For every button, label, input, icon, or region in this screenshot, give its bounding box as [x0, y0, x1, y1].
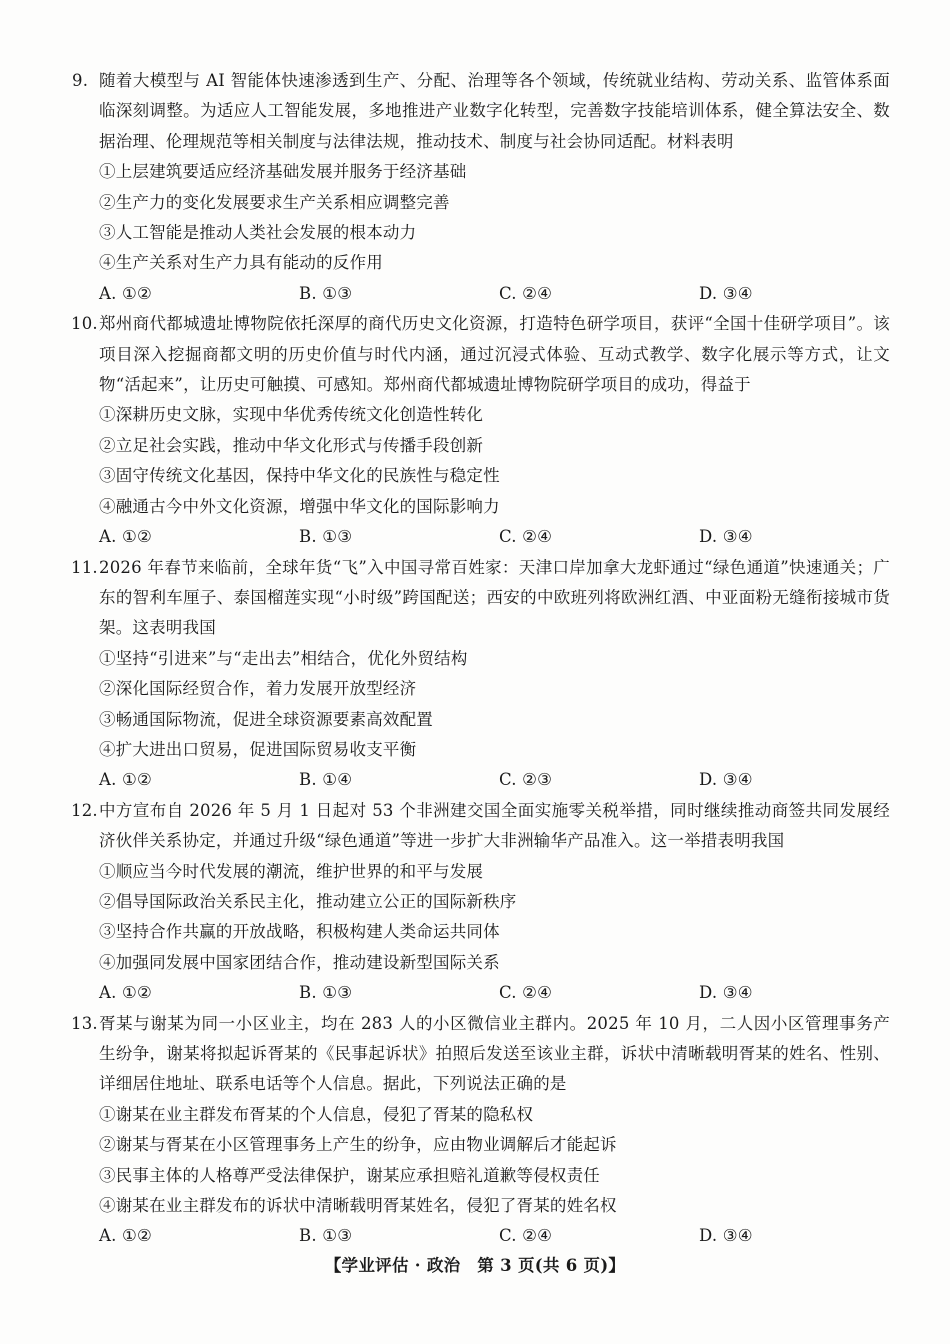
statement-item: ③坚持合作共赢的开放战略，积极构建人类命运共同体	[99, 922, 500, 942]
statement-item: ③民事主体的人格尊严受法律保护，谢某应承担赔礼道歉等侵权责任	[99, 1165, 600, 1185]
statement-item: ①谢某在业主群发布胥某的个人信息，侵犯了胥某的隐私权	[99, 1104, 534, 1124]
question-13	[72, 1009, 890, 1252]
statement-item: ②倡导国际政治关系民主化，推动建立公正的国际新秩序	[99, 891, 517, 911]
statement-item: ②谢某与胥某在小区管理事务上产生的纷争，应由物业调解后才能起诉	[99, 1135, 617, 1155]
question-12	[72, 796, 890, 1009]
statement-item: ③人工智能是推动人类社会发展的根本动力	[99, 223, 417, 243]
statement-item: ③畅通国际物流，促进全球资源要素高效配置	[99, 709, 433, 729]
question-stem-text: 中方宣布自 2026 年 5 月 1 日起对 53 个非洲建交国全面实施零关税举措，同时继续推动商签共同发展经济伙伴关系协定，并通过升级“绿色通道”等进一步扩大非洲输华产品准入。这一举措表明我国	[99, 800, 890, 851]
answer-choice-a: A. ①②	[99, 1226, 152, 1246]
statement-list	[72, 644, 890, 766]
answer-choice-b: B. ①③	[299, 527, 353, 547]
question-number: 12.	[71, 800, 98, 820]
answer-choice-c: C. ②④	[499, 983, 553, 1003]
answer-choice-c: C. ②④	[499, 527, 553, 547]
question-stem-text: 郑州商代都城遗址博物院依托深厚的商代历史文化资源，打造特色研学项目，获评“全国十佳研学项目”。该项目深入挖掘商都文明的历史价值与时代内涵，通过沉浸式体验、互动式教学、数字化展示等方式，让文物“活起来”，让历史可触摸、可感知。郑州商代都城遗址博物院研学项目的成功，得益于	[99, 314, 890, 395]
answer-choice-a: A. ①②	[99, 527, 152, 547]
statement-item: ①坚持“引进来”与“走出去”相结合，优化外贸结构	[99, 648, 468, 668]
statement-item: ④谢某在业主群发布的诉状中清晰载明胥某姓名，侵犯了胥某的姓名权	[99, 1196, 617, 1216]
statement-item: ①深耕历史文脉，实现中华优秀传统文化创造性转化	[99, 405, 484, 425]
answer-choice-d: D. ③④	[699, 527, 753, 547]
answer-choice-b: B. ①③	[299, 983, 353, 1003]
answer-choice-b: B. ①④	[299, 770, 353, 790]
statement-list	[72, 400, 890, 522]
statement-item: ④生产关系对生产力具有能动的反作用	[99, 253, 383, 273]
question-number: 9.	[72, 71, 89, 90]
question-10	[72, 309, 890, 552]
answer-choices	[72, 279, 890, 309]
answer-choice-a: A. ①②	[99, 770, 152, 790]
answer-choices	[72, 1221, 890, 1251]
statement-item: ②立足社会实践，推动中华文化形式与传播手段创新	[99, 435, 484, 455]
statement-item: ③固守传统文化基因，保持中华文化的民族性与稳定性	[99, 466, 500, 486]
question-stem	[72, 1009, 890, 1100]
question-stem-text: 胥某与谢某为同一小区业主，均在 283 人的小区微信业主群内。2025 年 10 月，二人因小区管理事务产生纷争，谢某将拟起诉胥某的《民事起诉状》拍照后发送至该业主群，诉状中清晰载明胥某的姓名、性别、详细居住地址、联系电话等个人信息。据此，下列说法正确的是	[99, 1013, 890, 1094]
answer-choices	[72, 522, 890, 552]
statement-item: ②深化国际经贸合作，着力发展开放型经济	[99, 679, 417, 699]
answer-choice-a: A. ①②	[99, 983, 152, 1003]
statement-item: ④融通古今中外文化资源，增强中华文化的国际影响力	[99, 496, 500, 516]
statement-list	[72, 157, 890, 279]
question-stem	[72, 66, 890, 157]
question-number: 10.	[71, 314, 98, 334]
question-stem-text: 随着大模型与 AI 智能体快速渗透到生产、分配、治理等各个领域，传统就业结构、劳动关系、监管体系面临深刻调整。为适应人工智能发展，多地推进产业数字化转型，完善数字技能培训体系，健全算法安全、数据治理、伦理规范等相关制度与法律法规，推动技术、制度与社会协同适配。材料表明	[99, 71, 890, 151]
statement-list	[72, 1100, 890, 1222]
statement-item: ①上层建筑要适应经济基础发展并服务于经济基础	[99, 162, 467, 182]
statement-list	[72, 857, 890, 979]
answer-choice-c: C. ②③	[499, 770, 553, 790]
statement-item: ④加强同发展中国家团结合作，推动建设新型国际关系	[99, 952, 500, 972]
statement-item: ②生产力的变化发展要求生产关系相应调整完善	[99, 192, 450, 212]
page-footer: 【学业评估 · 政治 第 3 页(共 6 页)】	[324, 1256, 626, 1275]
question-9	[72, 66, 890, 309]
answer-choices	[72, 978, 890, 1008]
answer-choice-a: A. ①②	[99, 283, 152, 303]
statement-item: ①顺应当今时代发展的潮流，维护世界的和平与发展	[99, 861, 484, 881]
answer-choice-d: D. ③④	[699, 1226, 753, 1246]
statement-item: ④扩大进出口贸易，促进国际贸易收支平衡	[99, 739, 417, 759]
question-number: 13.	[71, 1013, 98, 1033]
answer-choice-c: C. ②④	[499, 1226, 553, 1246]
answer-choice-d: D. ③④	[699, 283, 753, 303]
question-number: 11.	[71, 557, 98, 577]
answer-choice-d: D. ③④	[699, 983, 753, 1003]
answer-choice-c: C. ②④	[499, 283, 553, 303]
question-list	[72, 66, 890, 1252]
question-stem	[72, 309, 890, 400]
answer-choice-b: B. ①③	[299, 1226, 353, 1246]
question-stem	[72, 553, 890, 644]
question-stem-text: 2026 年春节来临前，全球年货“飞”入中国寻常百姓家：天津口岸加拿大龙虾通过“绿色通道”快速通关；广东的智利车厘子、泰国榴莲实现“小时级”跨国配送；西安的中欧班列将欧洲红酒、中亚面粉无缝衔接城市货架。这表明我国	[99, 557, 890, 638]
answer-choices	[72, 765, 890, 795]
question-11	[72, 553, 890, 796]
answer-choice-b: B. ①③	[299, 283, 353, 303]
answer-choice-d: D. ③④	[699, 770, 753, 790]
question-stem	[72, 796, 890, 857]
